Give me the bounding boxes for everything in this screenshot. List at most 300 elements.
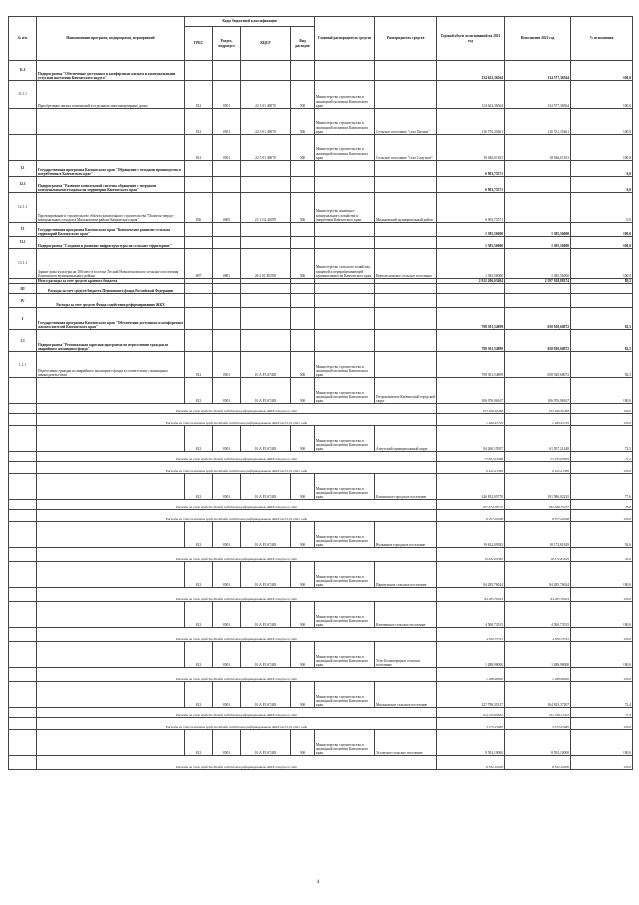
cell-razdel [213, 161, 241, 177]
cell-exec: 18 046,01103 [505, 135, 571, 161]
cell-razdel [213, 330, 241, 352]
cell-grbs: 807 [185, 249, 213, 279]
cell-razdel: 0501 [213, 642, 241, 668]
page-number: 4 [317, 880, 320, 885]
table-row [9, 330, 633, 352]
cell-plan: 77 837,94368 [437, 452, 505, 462]
cell-vr: 500 [291, 81, 315, 109]
cell-rasp: Паратунское сельское поселение [375, 562, 437, 588]
cell-exec: 8 592,10000 [505, 756, 571, 770]
cell-grbs [185, 223, 213, 237]
cell-vr: 500 [291, 352, 315, 378]
cell-vr: 500 [291, 562, 315, 588]
cell-rasp: Алеутский муниципальный округ [375, 426, 437, 452]
cell-num [9, 718, 37, 730]
cell-pct: 100,0 [571, 562, 633, 588]
cell-pct: 0,0 [571, 161, 633, 177]
table-row [9, 708, 633, 718]
cell-exec: 6 422,21589 [505, 462, 571, 474]
cell-rasp: Ключевское сельское поселение [375, 602, 437, 628]
cell-gl-rasp: Министерство строительства и жилищной политики Камчатского края [315, 135, 375, 161]
cell-exec: 658 920,68072 [505, 330, 571, 352]
cell-vr [291, 308, 315, 330]
cell-ksr: 10 А F3 67483 [241, 352, 291, 378]
cell-plan: 798 391,54899 [437, 352, 505, 378]
cell-plan: 798 391,54899 [437, 330, 505, 352]
cell-grbs: 812 [185, 602, 213, 628]
cell-razdel: 0501 [213, 81, 241, 109]
cell-ksr: 10 А F3 67483 [241, 474, 291, 500]
cell-exec: 4 500,73515 [505, 602, 571, 628]
cell-grbs: 812 [185, 562, 213, 588]
header-group: Коды бюджетной классификации [185, 17, 315, 27]
cell-ksr: 22 3 01 40070 [241, 81, 291, 109]
cell-pct [571, 284, 633, 294]
header-gl-rasp: Главный распорядитель средств [315, 17, 375, 61]
cell-gl-rasp [315, 237, 375, 249]
cell-rasp: Мильковское сельское поселение [375, 682, 437, 708]
table-row [9, 378, 633, 404]
cell-rasp: Сельское поселение "село Слаутное" [375, 135, 437, 161]
cell-pct: 100,0 [571, 602, 633, 628]
cell-grbs: 812 [185, 682, 213, 708]
cell-razdel: 0501 [213, 109, 241, 135]
cell-gl-rasp [315, 177, 375, 193]
cell-pct: 100,0 [571, 730, 633, 756]
table-row [9, 294, 633, 308]
cell-exec: 1 385,56000 [505, 249, 571, 279]
table-row [9, 81, 633, 109]
cell-name [37, 562, 185, 588]
table-row [9, 414, 633, 426]
cell-source-note: Расходы за счет средств Фонда содействия реформированию ЖКХ текущего года [37, 500, 437, 510]
cell-name: Проектирование и строительство объекта капитального строительства "Полигон твердо-коммунальных отходов в Мильковском районе Камчатского края" [37, 193, 185, 223]
cell-name: Государственная программа Камчатского края "Обращение с отходами производства и потребления в Камчатском крае" [37, 161, 185, 177]
cell-name: Приобретение жилых помещений в отдельных многоквартирных домах [37, 81, 185, 109]
cell-rasp [375, 237, 437, 249]
cell-plan: 6 422,21589 [437, 462, 505, 474]
header-num: № п/п [9, 17, 37, 61]
cell-plan: 116 576,35461 [437, 109, 505, 135]
cell-razdel: 0501 [213, 352, 241, 378]
cell-exec: 1 480,45729 [505, 414, 571, 426]
table-row [9, 223, 633, 237]
cell-razdel [213, 237, 241, 249]
cell-grbs: 830 [185, 193, 213, 223]
cell-num [9, 510, 37, 522]
cell-exec: 1 385,56000 [505, 223, 571, 237]
header-row-group [9, 17, 633, 27]
table-row [9, 237, 633, 249]
cell-gl-rasp: Министерство строительства и жилищной политики Камчатского края [315, 81, 375, 109]
table-row [9, 602, 633, 628]
cell-razdel: 0605 [213, 193, 241, 223]
cell-num [9, 682, 37, 708]
cell-name: Расходы за счет средств бюджета Пенсионного фонда Российской Федерации [37, 284, 185, 294]
cell-num [9, 404, 37, 414]
table-row [9, 756, 633, 770]
cell-pct: 100,0 [571, 237, 633, 249]
cell-razdel [213, 177, 241, 193]
cell-grbs [185, 308, 213, 330]
header-plan: Годовой объем ассигнований на 2021 год [437, 17, 505, 61]
cell-name: Подпрограмма "Создание и развитие инфраструктуры на сельских территориях" [37, 237, 185, 249]
cell-vr [291, 284, 315, 294]
cell-name: Государственная программа Камчатского края "Комплексное развитие сельских территорий Камчатского края" [37, 223, 185, 237]
cell-rasp [375, 284, 437, 294]
cell-gl-rasp: Министерство строительства и жилищной политики Камчатского края [315, 522, 375, 548]
cell-num [9, 588, 37, 602]
cell-exec: 61 057,21448 [505, 426, 571, 452]
cell-exec: 161 250,11522 [505, 708, 571, 718]
cell-plan: 84 285,76024 [437, 562, 505, 588]
cell-num: 1.1.1 [9, 352, 37, 378]
cell-gl-rasp [315, 308, 375, 330]
cell-plan: 227 798,35317 [437, 682, 505, 708]
cell-razdel: 0801 [213, 249, 241, 279]
cell-num [9, 414, 37, 426]
cell-pct: 76,8 [571, 500, 633, 510]
header-razdel: Раздел, подраздел [213, 27, 241, 61]
cell-grbs: 812 [185, 426, 213, 452]
cell-vr: 500 [291, 249, 315, 279]
header-pct: % исполнения [571, 17, 633, 61]
cell-exec: 8 592,10000 [505, 730, 571, 756]
cell-ksr [241, 284, 291, 294]
cell-rasp: Елизовское городское поселение [375, 474, 437, 500]
cell-razdel [213, 284, 241, 294]
cell-num: I [9, 308, 37, 330]
cell-num [9, 628, 37, 642]
table-row [9, 628, 633, 642]
cell-grbs: 812 [185, 522, 213, 548]
cell-exec: 106 976,96167 [505, 378, 571, 404]
cell-source-note: Расходы за счет средств Фонда содействия реформированию ЖКХ текущего года [37, 668, 437, 682]
cell-razdel [213, 223, 241, 237]
cell-plan: 6 903,75571 [437, 193, 505, 223]
cell-rasp: Петропавловск-Камчатский городской округ [375, 378, 437, 404]
cell-pct: 100,0 [571, 414, 633, 426]
cell-exec: 134 577,36564 [505, 61, 571, 81]
cell-ksr [241, 161, 291, 177]
cell-num [9, 602, 37, 628]
cell-exec: 3 575,25685 [505, 718, 571, 730]
cell-plan [437, 294, 505, 308]
cell-grbs [185, 237, 213, 249]
table-row [9, 462, 633, 474]
cell-plan: 134 622,36564 [437, 81, 505, 109]
cell-plan: 84 285,76024 [437, 588, 505, 602]
cell-source-note: Расходы за счет средств Фонда содействия реформированию ЖКХ текущего года [37, 588, 437, 602]
cell-pct: 100,0 [571, 249, 633, 279]
cell-ksr [241, 177, 291, 193]
cell-exec [505, 193, 571, 223]
cell-num [9, 708, 37, 718]
cell-vr: 500 [291, 193, 315, 223]
cell-num: 11.1 [9, 61, 37, 81]
header-exec: Исполнение 2021 год [505, 17, 571, 61]
cell-plan: 6 903,75571 [437, 177, 505, 193]
cell-pct: 0,0 [571, 177, 633, 193]
cell-exec: 1 288,98000 [505, 642, 571, 668]
cell-source-note: Расходы за счет средств Фонда содействия реформированию ЖКХ текущего года [37, 404, 437, 414]
table-row [9, 668, 633, 682]
cell-rasp [375, 294, 437, 308]
table-row [9, 500, 633, 510]
cell-razdel: 0501 [213, 602, 241, 628]
cell-gl-rasp: Министерство строительства и жилищной политики Камчатского края [315, 378, 375, 404]
cell-source-note: Расходы за счет остатков средств Фонда содействия реформированию ЖКХ на 01.01.2021 года [37, 414, 437, 426]
cell-grbs [185, 61, 213, 81]
cell-gl-rasp: Министерство строительства и жилищной политики Камчатского края [315, 426, 375, 452]
cell-exec: 658 920,68072 [505, 352, 571, 378]
cell-exec: 2 597 918,88174 [505, 279, 571, 284]
cell-exec: 18 172,81629 [505, 548, 571, 562]
cell-gl-rasp: Министерство жилищно-коммунального хозяйства и энергетики Камчатского края [315, 193, 375, 223]
cell-rasp: Мильковский муниципальный район [375, 193, 437, 223]
cell-pct: 100,0 [571, 404, 633, 414]
table-row [9, 109, 633, 135]
cell-pct: 82,5 [571, 308, 633, 330]
cell-grbs: 812 [185, 135, 213, 161]
cell-name [37, 602, 185, 628]
table-row [9, 284, 633, 294]
header-rasp: Распорядитель средств [375, 17, 437, 61]
cell-ksr: 22 3 01 40070 [241, 109, 291, 135]
cell-rasp [375, 308, 437, 330]
cell-pct: 100,0 [571, 668, 633, 682]
header-name: Наименование программ, подпрограмм, мероприятий [37, 17, 185, 61]
budget-table [8, 16, 633, 770]
cell-vr: 500 [291, 109, 315, 135]
cell-plan: 246 832,05770 [437, 474, 505, 500]
cell-source-note: Расходы за счет средств Фонда содействия реформированию ЖКХ текущего года [37, 708, 437, 718]
cell-rasp: Новолесновское сельское поселение [375, 249, 437, 279]
cell-grbs [185, 284, 213, 294]
cell-ksr [241, 237, 291, 249]
table-row [9, 548, 633, 562]
cell-razdel [213, 61, 241, 81]
cell-razdel: 0501 [213, 426, 241, 452]
cell-name: Подпрограмма "Региональная адресная программа по переселению граждан из аварийного жилищного фонда" [37, 330, 185, 352]
cell-grbs: 812 [185, 474, 213, 500]
cell-vr: 500 [291, 730, 315, 756]
cell-grbs [185, 330, 213, 352]
cell-exec: 55 435,09859 [505, 452, 571, 462]
cell-grbs: 812 [185, 109, 213, 135]
cell-pct: 71,9 [571, 708, 633, 718]
cell-num [9, 500, 37, 510]
cell-gl-rasp: Министерство строительства и жилищной политики Камчатского края [315, 730, 375, 756]
cell-grbs: 812 [185, 352, 213, 378]
cell-gl-rasp: Министерство строительства и жилищной политики Камчатского края [315, 642, 375, 668]
cell-plan: 8 592,10000 [437, 730, 505, 756]
cell-source-note: Расходы за счет остатков средств Фонда содействия реформированию ЖКХ на 01.01.2021 года [37, 510, 437, 522]
cell-num [9, 756, 37, 770]
cell-num: 13.1.1 [9, 249, 37, 279]
cell-exec: 116 531,35461 [505, 109, 571, 135]
cell-rasp: Вулканное городское поселение [375, 522, 437, 548]
table-row [9, 404, 633, 414]
cell-ksr [241, 308, 291, 330]
cell-name [37, 426, 185, 452]
cell-num: IV [9, 294, 37, 308]
cell-gl-rasp [315, 61, 375, 81]
cell-name: Подпрограмма "Развитие комплексной системы обращения с твердыми коммунальными отходами на территории Камчатского края" [37, 177, 185, 193]
cell-grbs: 812 [185, 378, 213, 404]
cell-num [9, 426, 37, 452]
cell-rasp: Сельское поселение "село Пахачи" [375, 109, 437, 135]
cell-pct: 100,0 [571, 462, 633, 474]
cell-num [9, 548, 37, 562]
cell-vr: 500 [291, 682, 315, 708]
cell-plan: 1 288,98000 [437, 642, 505, 668]
cell-razdel: 0501 [213, 522, 241, 548]
cell-ksr [241, 61, 291, 81]
cell-pct: 82,5 [571, 352, 633, 378]
cell-ksr: 10 А F3 67483 [241, 426, 291, 452]
table-row [9, 135, 633, 161]
cell-ksr [241, 223, 291, 237]
table-row [9, 177, 633, 193]
cell-pct: 100,0 [571, 378, 633, 404]
cell-name [37, 682, 185, 708]
cell-exec: 164 825,37207 [505, 682, 571, 708]
cell-name [37, 474, 185, 500]
cell-pct: 100,0 [571, 510, 633, 522]
cell-ksr: 10 А F3 67483 [241, 642, 291, 668]
cell-num [9, 642, 37, 668]
table-row [9, 352, 633, 378]
cell-pct: 100,0 [571, 642, 633, 668]
table-row [9, 161, 633, 177]
table-row [9, 718, 633, 730]
cell-ksr [241, 330, 291, 352]
cell-pct: 100,0 [571, 135, 633, 161]
cell-rasp [375, 61, 437, 81]
cell-pct: 100,0 [571, 756, 633, 770]
cell-razdel: 0501 [213, 378, 241, 404]
cell-exec: 105 496,50438 [505, 404, 571, 414]
table-row [9, 308, 633, 330]
cell-name [37, 109, 185, 135]
cell-pct: 100,0 [571, 718, 633, 730]
table-row [9, 682, 633, 708]
cell-num [9, 668, 37, 682]
table-row [9, 193, 633, 223]
cell-plan: 6 903,75571 [437, 161, 505, 177]
cell-vr: 500 [291, 522, 315, 548]
cell-plan: 237 874,78772 [437, 500, 505, 510]
cell-pct: 0,0 [571, 193, 633, 223]
cell-name: Переселение граждан из аварийного жилищного фонда в соответствии с жилищным законодательством [37, 352, 185, 378]
cell-num [9, 135, 37, 161]
cell-name [37, 378, 185, 404]
cell-gl-rasp [315, 284, 375, 294]
table-row [9, 730, 633, 756]
cell-exec [505, 177, 571, 193]
table-row [9, 510, 633, 522]
cell-plan: 8 957,26998 [437, 510, 505, 522]
header-ksr: КЦСР [241, 27, 291, 61]
cell-source-note: Расходы за счет средств Фонда содействия реформированию ЖКХ текущего года [37, 452, 437, 462]
cell-exec: 84 285,76024 [505, 588, 571, 602]
cell-exec: 4 500,73515 [505, 628, 571, 642]
cell-plan: 1 480,45729 [437, 414, 505, 426]
cell-num: 1.1 [9, 330, 37, 352]
cell-plan: 1 385,56000 [437, 249, 505, 279]
header-grbs: ГРБС [185, 27, 213, 61]
table-row [9, 562, 633, 588]
cell-num [9, 562, 37, 588]
cell-num: 11.1.1 [9, 81, 37, 109]
cell-num [9, 474, 37, 500]
cell-rasp [375, 352, 437, 378]
cell-source-note: Расходы за счет средств Фонда содействия реформированию ЖКХ текущего года [37, 628, 437, 642]
cell-pct: 77,6 [571, 474, 633, 500]
cell-gl-rasp: Министерство строительства и жилищной политики Камчатского края [315, 682, 375, 708]
table-row [9, 61, 633, 81]
cell-razdel: 0501 [213, 730, 241, 756]
cell-exec: 8 977,26998 [505, 510, 571, 522]
cell-rasp [375, 177, 437, 193]
cell-grbs: 812 [185, 642, 213, 668]
cell-plan: 18 046,01103 [437, 135, 505, 161]
cell-grbs: 812 [185, 81, 213, 109]
cell-gl-rasp: Министерство строительства и жилищной политики Камчатского края [315, 352, 375, 378]
cell-exec: 182 608,75237 [505, 500, 571, 510]
cell-plan: 8 592,10000 [437, 756, 505, 770]
cell-name [37, 135, 185, 161]
cell-name: Подпрограмма "Обеспечение доступным и комфортным жильем и коммунальными услугами населения Камчатского округа" [37, 61, 185, 81]
cell-plan: 106 976,96167 [437, 378, 505, 404]
cell-vr [291, 237, 315, 249]
cell-vr [291, 330, 315, 352]
cell-pct [571, 294, 633, 308]
cell-ksr: 10 А F3 67483 [241, 602, 291, 628]
cell-rasp [375, 161, 437, 177]
cell-ksr: 10 А F3 67483 [241, 562, 291, 588]
cell-rasp [375, 81, 437, 109]
cell-grbs [185, 161, 213, 177]
cell-plan: 1 385,56000 [437, 237, 505, 249]
cell-pct: 100,0 [571, 109, 633, 135]
cell-pct: 92,6 [571, 522, 633, 548]
cell-ksr: 26 3 01 R5760 [241, 249, 291, 279]
cell-name: Государственная программа Камчатского края "Обеспечение доступным и комфортным жильем жителей Камчатского края" [37, 308, 185, 330]
cell-razdel: 0501 [213, 682, 241, 708]
cell-gl-rasp: Министерство строительства и жилищной политики Камчатского края [315, 562, 375, 588]
table-row [9, 588, 633, 602]
cell-razdel [213, 308, 241, 330]
cell-plan: 105 496,50438 [437, 404, 505, 414]
cell-name: Расходы за счет средств Фонда содействия реформированию ЖКХ [37, 294, 185, 308]
cell-rasp: Эссовское сельское поселение [375, 730, 437, 756]
cell-gl-rasp [315, 294, 375, 308]
cell-num: III [9, 284, 37, 294]
cell-num [9, 522, 37, 548]
cell-gl-rasp [315, 161, 375, 177]
cell-plan: 1 385,56000 [437, 223, 505, 237]
cell-plan: 84 260,15957 [437, 426, 505, 452]
cell-gl-rasp: Министерство строительства и жилищной политики Камчатского края [315, 109, 375, 135]
cell-ksr: 10 А F3 67483 [241, 522, 291, 548]
table-row [9, 642, 633, 668]
cell-razdel: 0501 [213, 135, 241, 161]
cell-vr: 500 [291, 135, 315, 161]
cell-vr [291, 61, 315, 81]
cell-name: Здание дома культуры на 100 мест в поселке Лесной Новолесновского сельского поселения Елизовского муниципального района [37, 249, 185, 279]
